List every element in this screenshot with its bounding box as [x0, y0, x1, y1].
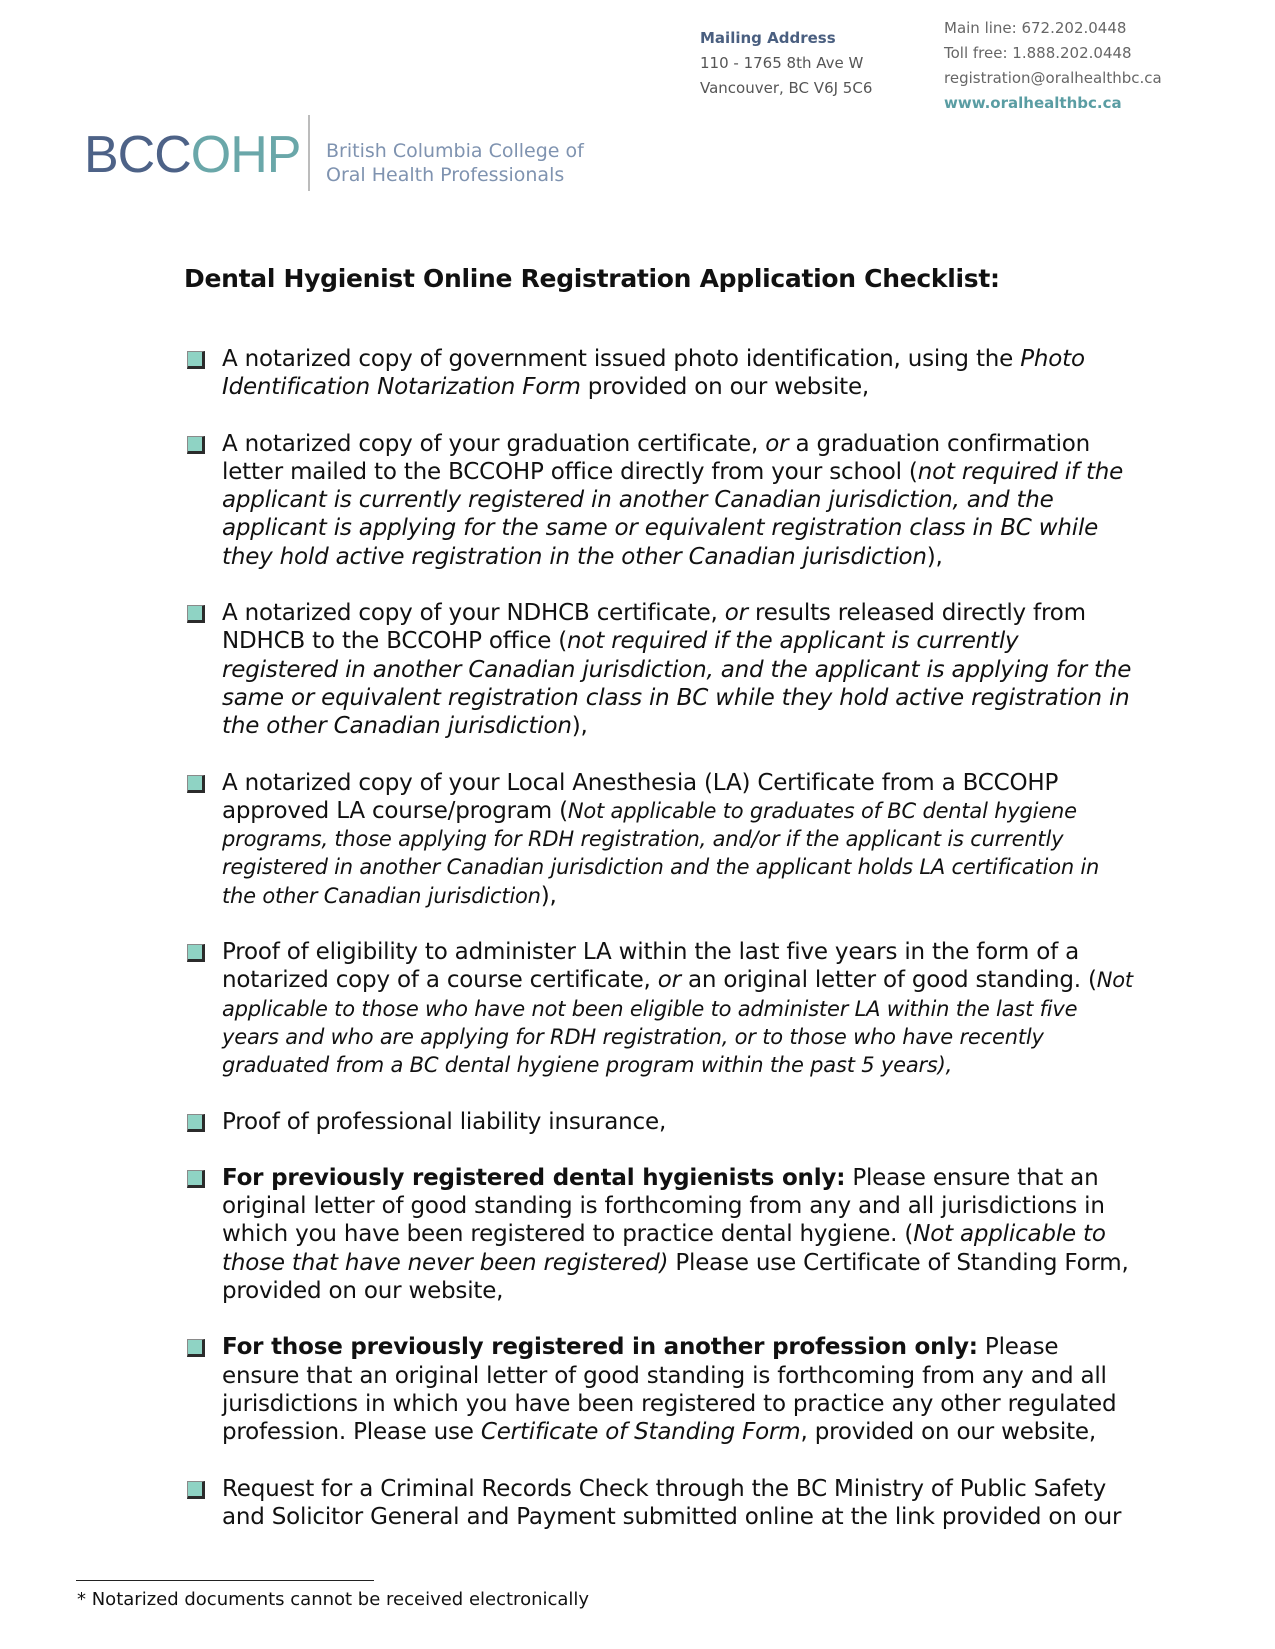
footnote-divider: [76, 1580, 374, 1581]
item-text: A notarized copy of government issued photo identification, using the: [222, 346, 1021, 372]
logo-college-name: [326, 139, 584, 187]
checklist: [184, 345, 1134, 1531]
item-text: an original letter of good standing. (: [680, 967, 1097, 994]
item-text: Please use Certificate of Standing Form, provided on our website,: [222, 1249, 1129, 1305]
logo-wordmark-part-2: OHP: [190, 126, 301, 184]
main-phone: Main line: 672.202.0448: [944, 19, 1127, 37]
item-text: a graduation confirmation letter mailed to the BCCOHP office directly from your school (: [222, 430, 1091, 485]
checkbox-icon[interactable]: [187, 1114, 205, 1132]
contact-block: [944, 16, 1162, 116]
item-italic-text: Not applicable to those that have never been registered): [222, 1221, 1106, 1276]
item-text: provided on our website,: [580, 374, 870, 401]
checkbox-icon[interactable]: [187, 944, 205, 962]
item-text: Please ensure that an original letter of good standing is forthcoming from any and all jurisdictions in which you have been registered to practice any other regulated profession. Please use: [222, 1334, 1117, 1446]
checklist-item: [184, 938, 1134, 1079]
item-italic-text: Not applicable to those who have not been eligible to administer LA within the last five years and who are applying for RDH registration, or to those who have recently graduated from a BC dental hygiene program within the past 5 years),: [222, 968, 1133, 1078]
logo-wordmark: [84, 126, 301, 184]
checklist-item: [184, 1164, 1134, 1305]
mailing-address-line-1: 110 - 1765 8th Ave W: [700, 54, 864, 72]
checklist-item: [184, 769, 1134, 910]
logo-divider: [308, 115, 310, 191]
checklist-item: [184, 430, 1134, 571]
checkbox-icon[interactable]: [187, 1481, 205, 1499]
checklist-item: [184, 345, 1134, 402]
item-italic-text: not required if the applicant is currently registered in another Canadian jurisdiction, and the applicant is applying for the same or equivalent registration class in BC while they hold active registration in the other Canadian jurisdiction: [222, 458, 1124, 570]
item-bold-lead: For previously registered dental hygienists only:: [222, 1164, 846, 1191]
item-italic-text: Not applicable to graduates of BC dental hygiene programs, those applying for RDH registration, and/or if the applicant is currently registered in another Canadian jurisdiction and the applicant holds LA certification in the other Canadian jurisdiction: [222, 798, 1100, 908]
contact-email: registration@oralhealthbc.ca: [944, 69, 1162, 87]
footnote: * Notarized documents cannot be received electronically: [77, 1589, 590, 1610]
item-text: A notarized copy of your graduation certificate,: [222, 430, 766, 457]
checkbox-icon[interactable]: [187, 605, 205, 623]
checkbox-icon[interactable]: [187, 775, 205, 793]
logo-wordmark-part-1: BCC: [84, 126, 191, 184]
item-italic-text: not required if the applicant is currently registered in another Canadian jurisdiction, and the applicant is applying for the same or equivalent registration class in BC while they hold active registration in the other Canadian jurisdiction: [222, 628, 1132, 740]
checkbox-icon[interactable]: [187, 351, 205, 369]
item-text: Proof of professional liability insurance,: [222, 1108, 667, 1135]
bccohp-logo: [84, 115, 604, 195]
item-italic-or: or: [765, 430, 789, 457]
toll-free-phone: Toll free: 1.888.202.0448: [944, 44, 1132, 62]
item-italic-text: Certificate of Standing Form: [480, 1419, 801, 1446]
item-text: ),: [926, 543, 943, 570]
mailing-address-label: Mailing Address: [700, 29, 836, 47]
page-title: Dental Hygienist Online Registration Application Checklist:: [184, 264, 1000, 293]
item-bold-lead: For those previously registered in another profession only:: [222, 1334, 978, 1361]
item-text: , provided on our website,: [800, 1419, 1096, 1446]
item-text: Request for a Criminal Records Check through the BC Ministry of Public Safety and Solicitor General and Payment submitted online at the link provided on our: [222, 1475, 1122, 1530]
logo-name-line-1: British Columbia College of: [326, 140, 584, 162]
item-text: Please ensure that an original letter of good standing is forthcoming from any and all jurisdictions in which you have been registered to practice dental hygiene. (: [222, 1164, 1105, 1248]
item-text: A notarized copy of your NDHCB certificate,: [222, 600, 725, 627]
item-text: ),: [571, 713, 588, 740]
checklist-item: [184, 599, 1134, 740]
item-text: ),: [540, 882, 557, 909]
website-link[interactable]: www.oralhealthbc.ca: [944, 94, 1122, 112]
item-text: A notarized copy of your Local Anesthesia (LA) Certificate from a BCCOHP approved LA course/program (: [222, 769, 1059, 824]
mailing-address-line-2: Vancouver, BC V6J 5C6: [700, 79, 873, 97]
checkbox-icon[interactable]: [187, 1170, 205, 1188]
item-italic-text: Photo Identification Notarization Form: [222, 346, 1085, 401]
checklist-item: [184, 1475, 1134, 1532]
checklist-item: [184, 1108, 1134, 1136]
logo-name-line-2: Oral Health Professionals: [326, 164, 565, 186]
checklist-item: [184, 1333, 1134, 1446]
checkbox-icon[interactable]: [187, 1339, 205, 1357]
item-text: Proof of eligibility to administer LA within the last five years in the form of a notarized copy of a course certificate,: [222, 939, 1079, 994]
mailing-address-block: [700, 26, 872, 101]
item-italic-or: or: [657, 967, 681, 994]
item-text: results released directly from NDHCB to the BCCOHP office (: [222, 600, 1086, 655]
checkbox-icon[interactable]: [187, 436, 205, 454]
item-italic-or: or: [724, 600, 748, 627]
